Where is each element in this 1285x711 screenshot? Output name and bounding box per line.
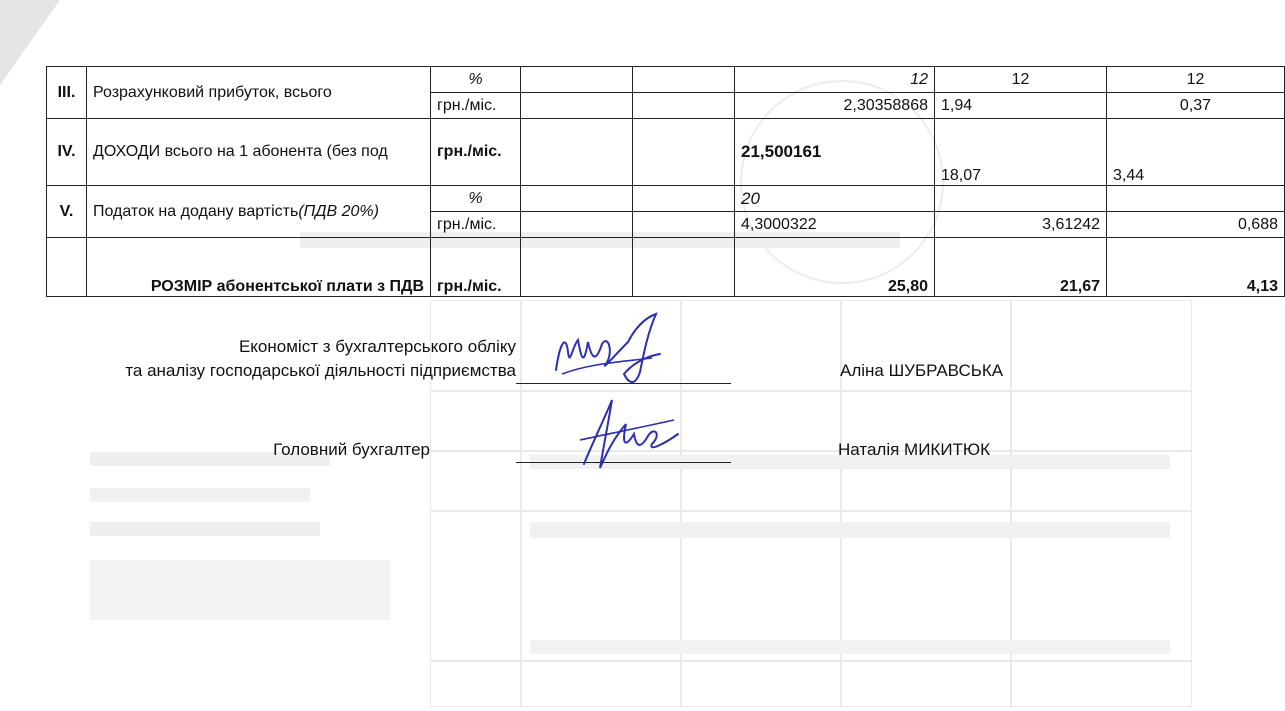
empty-cell — [633, 93, 735, 119]
value-a: 1,94 — [935, 93, 1107, 119]
value-b: 0,37 — [1107, 93, 1285, 119]
unit-cell: грн./міс. — [431, 119, 521, 186]
value-a: 18,07 — [935, 119, 1107, 186]
empty-cell — [633, 186, 735, 212]
unit-cell: грн./міс. — [431, 212, 521, 238]
row-name: Податок на додану вартість — [93, 202, 299, 220]
empty-cell — [521, 93, 633, 119]
unit-cell: грн./міс. — [431, 93, 521, 119]
empty-cell — [633, 119, 735, 186]
row-number: V. — [47, 186, 87, 238]
value-a: 3,61242 — [935, 212, 1107, 238]
row-name-cell — [87, 119, 431, 186]
table-row-iii-percent — [47, 67, 1285, 93]
value-a: 12 — [935, 67, 1107, 93]
value-total: 2,30358868 — [735, 93, 935, 119]
table-row-iv — [47, 119, 1285, 186]
table-row-total — [47, 238, 1285, 297]
value-b: 3,44 — [1107, 119, 1285, 186]
row-name-cell — [87, 186, 431, 238]
row-number: III. — [47, 67, 87, 119]
empty-cell — [633, 212, 735, 238]
value-total: 4,3000322 — [735, 212, 935, 238]
signer-title: Головний бухгалтер — [273, 440, 430, 459]
value-a: 21,67 — [935, 238, 1107, 297]
unit-cell: % — [431, 67, 521, 93]
empty-cell — [521, 212, 633, 238]
empty-cell — [47, 238, 87, 297]
empty-cell — [521, 238, 633, 297]
empty-cell — [521, 67, 633, 93]
empty-cell — [935, 186, 1107, 212]
signer-name: Аліна ШУБРАВСЬКА — [840, 361, 1004, 380]
empty-cell — [521, 186, 633, 212]
signer-title-line1: Економіст з бухгалтерського обліку — [238, 337, 516, 356]
row-name-suffix: (ПДВ 20%) — [298, 202, 379, 220]
value-b: 4,13 — [1107, 238, 1285, 297]
value-b: 0,688 — [1107, 212, 1285, 238]
tariff-calculation-table — [46, 66, 1285, 297]
value-b: 12 — [1107, 67, 1285, 93]
empty-cell — [633, 67, 735, 93]
value-total: 20 — [735, 186, 935, 212]
row-name: Розрахунковий прибуток, всього — [87, 67, 431, 119]
table-row-v-percent — [47, 186, 1285, 212]
empty-cell — [633, 238, 735, 297]
signer-name: Наталія МИКИТЮК — [838, 440, 990, 459]
value-total: 25,80 — [735, 238, 935, 297]
empty-cell — [521, 119, 633, 186]
handwritten-signature-icon — [548, 312, 678, 390]
value-total: 21,500161 — [735, 119, 935, 186]
empty-cell — [1107, 186, 1285, 212]
unit-cell: грн./міс. — [431, 238, 521, 297]
row-number: IV. — [47, 119, 87, 186]
handwritten-signature-icon — [578, 394, 688, 474]
signer-title-line2: та аналізу господарської діяльності підприємства — [125, 361, 516, 380]
unit-cell: % — [431, 186, 521, 212]
row-name: РОЗМІР абонентської плати з ПДВ — [87, 238, 431, 297]
row-name: ДОХОДИ всього на 1 абонента — [93, 143, 323, 160]
row-name-suffix: (без под — [322, 143, 388, 160]
value-total: 12 — [735, 67, 935, 93]
